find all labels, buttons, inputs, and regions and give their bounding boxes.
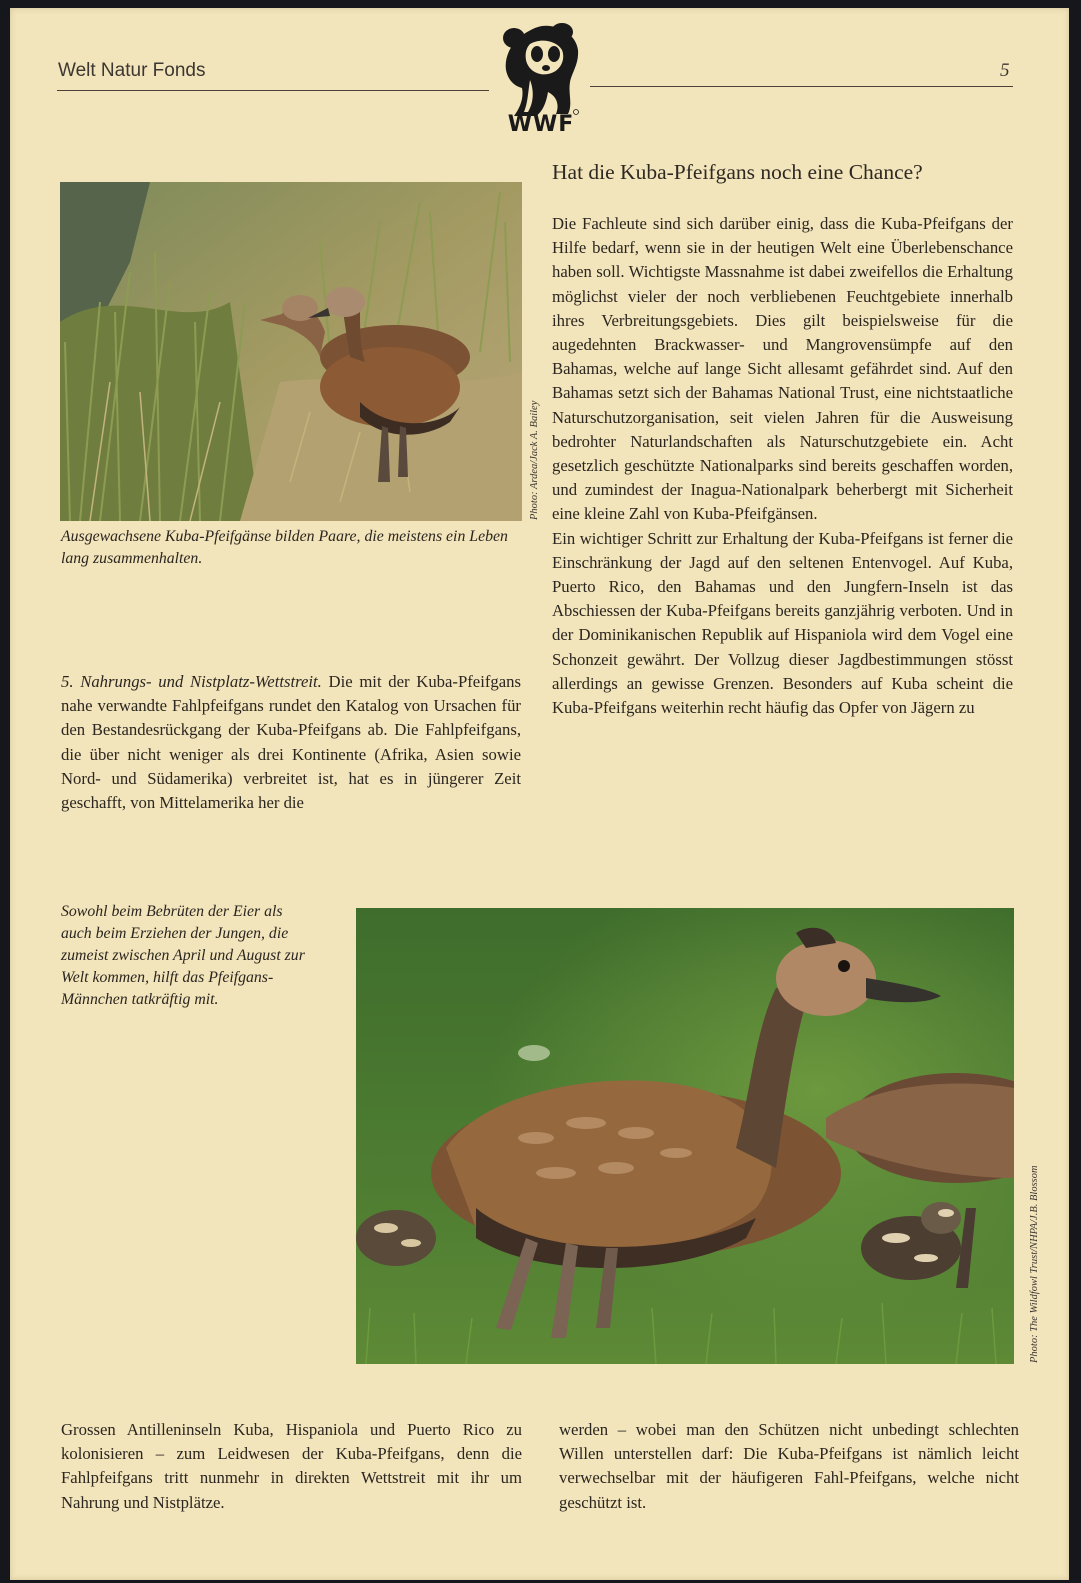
document-page [10, 8, 1069, 1580]
header-rule-right [590, 86, 1013, 87]
wwf-logo-text: WWF [507, 112, 575, 137]
photo2-caption: Sowohl beim Bebrüten der Eier als auch beim Erziehen der Jungen, die zumeist zwischen April und August zur Welt kommen, hilft das Pfeifgans-Männchen tatkräftig mit. [61, 903, 305, 1008]
section-heading: Hat die Kuba-Pfeifgans noch eine Chance? [552, 160, 923, 184]
photo-duck-pair [60, 182, 522, 521]
paragraph: Ein wichtiger Schritt zur Erhaltung der Kuba-Pfeifgans ist ferner die Einschränkung der Jagd auf den seltenen Entenvogel. Auf Kuba, Puerto Rico, den Bahamas und den Jungfern-Inseln ist das Abschiessen der Kuba-Pfeifgans bereits ganzjährig verboten. Und in der Dominikanischen Republik auf Hispaniola wird dem Vogel eine Schonzeit gewährt. Der Vollzug dieser Jagdbestimmungen stösst allerdings an gewisse Grenzen. Besonders auf Kuba scheint die Kuba-Pfeifgans weiterhin recht häufig das Opfer von Jägern zu [552, 528, 1013, 718]
publisher-name: Welt Natur Fonds [58, 60, 206, 81]
right-column-bottom-text [559, 1418, 1019, 1515]
header-rule-left [57, 90, 489, 91]
paragraph: Grossen Antilleninseln Kuba, Hispaniola und Puerto Rico zu kolonisieren – zum Leidwesen der Kuba-Pfeifgans, denn die Fahlpfeifgans tritt nunmehr in direkten Wettstreit mit ihr um Nahrung und Nistplätze. [61, 1420, 522, 1512]
section5-lead: 5. Nahrungs- und Nistplatz-Wettstreit. [61, 672, 322, 691]
left-column-bottom-text [61, 1418, 522, 1515]
right-column-top-text [552, 212, 1013, 720]
photo1-credit: Photo: Ardea/Jack A. Bailey [529, 400, 540, 520]
section5-text [61, 670, 521, 815]
paragraph: werden – wobei man den Schützen nicht unbedingt schlechten Willen unterstellen darf: Die Kuba-Pfeifgans ist nämlich leicht verwechselbar mit der häufigeren Fahl-Pfeifgans, welche nicht geschützt ist. [559, 1420, 1019, 1512]
section5-body: Die mit der Kuba-Pfeifgans nahe verwandte Fahlpfeifgans rundet den Katalog von Ursachen für den Bestandesrückgang der Kuba-Pfeifgans ab. Die Fahlpfeifgans, die über nicht weniger als drei Kontinente (Afrika, Asien sowie Nord- und Südamerika) verbreitet ist, hat es in jüngerer Zeit geschafft, von Mittelamerika her die [61, 672, 521, 813]
photo2-credit: Photo: The Wildfowl Trust/NHPA/J.B. Blossom [1029, 1165, 1040, 1363]
paragraph: Die Fachleute sind sich darüber einig, dass die Kuba-Pfeifgans der Hilfe bedarf, wenn sie in der heutigen Welt eine Überlebenschance haben soll. Wichtigste Massnahme ist dabei zweifellos die Erhaltung möglichst vieler der noch verbliebenen Feuchtgebiete innerhalb ihres Verbreitungsgebiets. Dies gilt beispielsweise für die augedehnten Brackwasser- und Mangrovensümpfe auf den Bahamas, welche auf lange Sicht allesamt gefährdet sind. Auf den Bahamas setzt sich der Bahamas National Trust, eine nichtstaatliche Naturschutzorganisation, seit vielen Jahren für die Ausweisung bedrohter Naturlandschaften als Naturschutzgebiete ein. Acht gesetzlich geschützte Nationalparks sind bereits geschaffen worden, und zumindest der Inagua-Nationalpark beherbergt mit Sicherheit eine kleine Zahl von Kuba-Pfeifgänsen. [552, 214, 1013, 524]
photo-duck-with-ducklings [356, 908, 1014, 1364]
page-number: 5 [1000, 60, 1010, 81]
photo1-caption: Ausgewachsene Kuba-Pfeifgänse bilden Paare, die meistens ein Leben lang zusammenhalten. [61, 528, 508, 567]
paragraph [61, 670, 521, 815]
